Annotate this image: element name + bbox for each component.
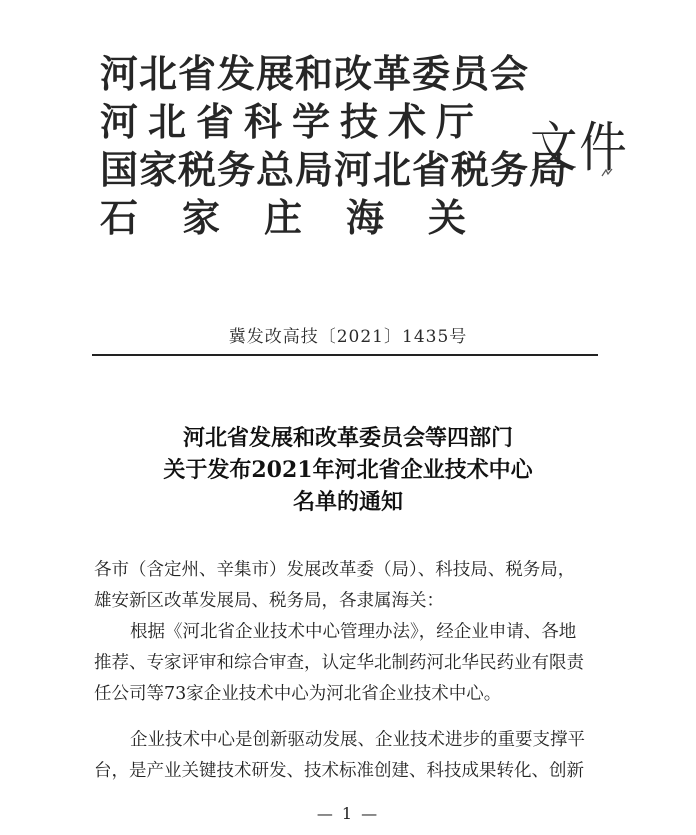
issuer-name-1: 河北省发展和改革委员会 xyxy=(100,51,530,96)
notice-title-line-3: 名单的通知 xyxy=(292,489,403,515)
paragraph-line: 根据《河北省企业技术中心管理办法》，经企业申请、各地 xyxy=(130,622,577,642)
paragraph-2 xyxy=(94,725,614,787)
notice-title-line-1: 河北省发展和改革委员会等四部门 xyxy=(182,425,513,451)
page-number: — 1 — xyxy=(316,804,380,823)
addressee-block xyxy=(94,555,614,617)
header-divider xyxy=(92,354,598,356)
paragraph-line: 台，是产业关键技术研发、技术标准创建、科技成果转化、创新 xyxy=(94,761,584,781)
addressee-line: 各市（含定州、辛集市）发展改革委（局）、科技局、税务局， xyxy=(94,560,576,580)
issuer-name-4: 石家庄海关 xyxy=(100,195,511,240)
paragraph-line: 推荐、专家评审和综合审查，认定华北制药河北华民药业有限责 xyxy=(94,653,584,673)
issuer-name-2: 河北省科学技术厅 xyxy=(100,99,485,144)
paragraph-line: 企业技术中心是创新驱动发展、企业技术进步的重要支撑平 xyxy=(130,730,585,750)
paragraph-1 xyxy=(94,617,614,710)
addressee-line: 雄安新区改革发展局、税务局，各隶属海关： xyxy=(94,591,444,611)
paragraph-line: 任公司等73家企业技术中心为河北省企业技术中心。 xyxy=(94,684,502,704)
notice-title-line-2: 关于发布2021年河北省企业技术中心 xyxy=(163,457,533,483)
issuer-name-3: 国家税务总局河北省税务局 xyxy=(100,147,569,192)
document-number: 冀发改高技〔2021〕1435号 xyxy=(228,327,468,347)
document-type-label: 文件 xyxy=(530,116,629,179)
ink-speck-mark xyxy=(600,166,614,180)
